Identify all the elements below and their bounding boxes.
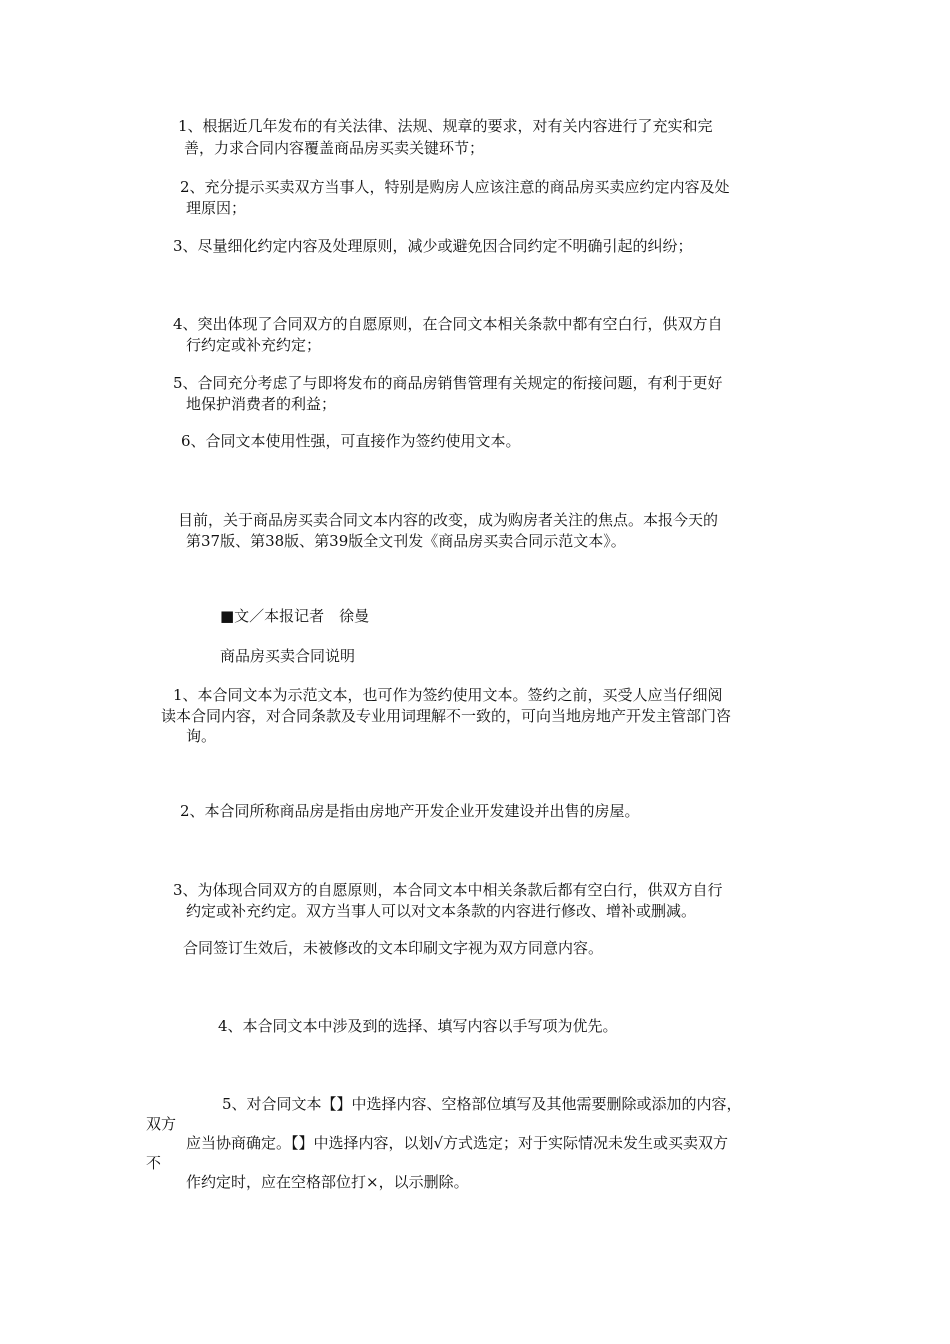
note-5-line-2: 应当协商确定。【】中选择内容，以划√方式选定；对于实际情况未发生或买卖双方	[186, 1134, 729, 1152]
feature-5-line-1: 5、合同充分考虑了与即将发布的商品房销售管理有关规定的衔接问题，有利于更好	[173, 374, 723, 392]
feature-4-line-1: 4、突出体现了合同双方的自愿原则，在合同文本相关条款中都有空白行，供双方自	[173, 315, 723, 333]
byline: ■文／本报记者 徐曼	[220, 607, 370, 625]
note-5-line-3: 作约定时，应在空格部位打×，以示删除。	[186, 1173, 469, 1191]
news-line-1: 目前，关于商品房买卖合同文本内容的改变，成为购房者关注的焦点。本报今天的	[178, 511, 719, 529]
note-1-line-1: 1、本合同文本为示范文本，也可作为签约使用文本。签约之前，买受人应当仔细阅	[173, 686, 723, 704]
note-5-fragment-2: 不	[146, 1154, 162, 1172]
feature-2-line-2: 理原因；	[186, 199, 247, 217]
note-2-line-1: 2、本合同所称商品房是指由房地产开发企业开发建设并出售的房屋。	[180, 802, 640, 820]
note-1-line-3: 询。	[186, 727, 217, 745]
note-4-line-1: 4、本合同文本中涉及到的选择、填写内容以手写项为优先。	[218, 1017, 618, 1035]
note-3-continuation: 合同签订生效后，未被修改的文本印刷文字视为双方同意内容。	[183, 939, 604, 957]
note-3-line-1: 3、为体现合同双方的自愿原则，本合同文本中相关条款后都有空白行，供双方自行	[173, 881, 723, 899]
note-3-line-2: 约定或补充约定。双方当事人可以对文本条款的内容进行修改、增补或删减。	[186, 902, 697, 920]
note-1-line-2: 读本合同内容，对合同条款及专业用词理解不一致的，可向当地房地产开发主管部门咨	[161, 707, 732, 725]
feature-5-line-2: 地保护消费者的利益；	[186, 395, 337, 413]
feature-2-line-1: 2、充分提示买卖双方当事人，特别是购房人应该注意的商品房买卖应约定内容及处	[180, 178, 730, 196]
news-line-2: 第37版、第38版、第39版全文刊发《商品房买卖合同示范文本》。	[186, 532, 626, 550]
note-5-line-1: 5、对合同文本【】中选择内容、空格部位填写及其他需要删除或添加的内容，	[222, 1095, 742, 1113]
feature-4-line-2: 行约定或补充约定；	[186, 336, 322, 354]
note-5-fragment-1: 双方	[146, 1115, 177, 1133]
feature-1-line-2: 善，力求合同内容覆盖商品房买卖关键环节；	[184, 139, 485, 157]
feature-6-line-1: 6、合同文本使用性强，可直接作为签约使用文本。	[181, 432, 521, 450]
feature-1-line-1: 1、根据近几年发布的有关法律、法规、规章的要求，对有关内容进行了充实和完	[178, 117, 713, 135]
section-heading: 商品房买卖合同说明	[220, 647, 356, 665]
feature-3-line-1: 3、尽量细化约定内容及处理原则，减少或避免因合同约定不明确引起的纠纷；	[173, 237, 693, 255]
